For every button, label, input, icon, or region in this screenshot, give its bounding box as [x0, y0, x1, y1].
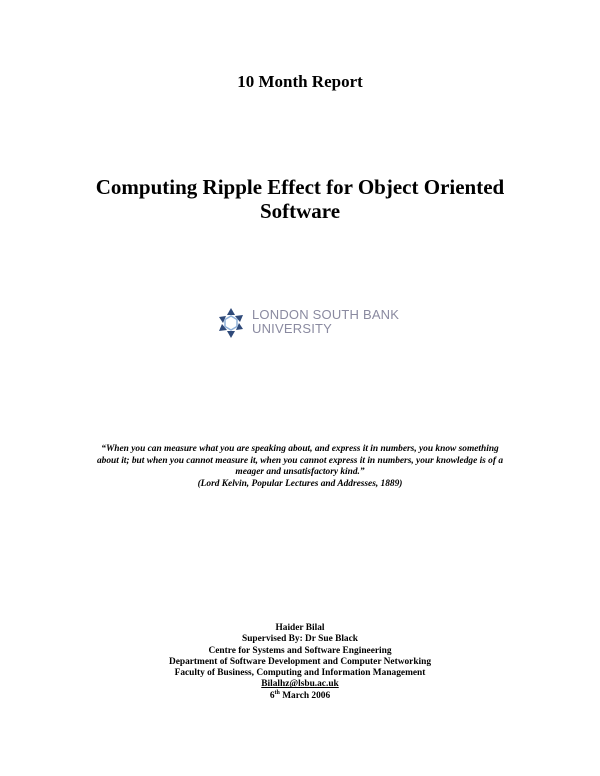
logo-line-1: LONDON SOUTH BANK — [252, 307, 400, 322]
date-day: 6 — [269, 690, 275, 701]
university-emblem-icon — [214, 306, 248, 340]
title-line-1: Computing Ripple Effect for Object Oriented — [95, 175, 505, 199]
quote-text: “When you can measure what you are speaking about, and express it in numbers, you know something about it; but when you cannot measure it, when you cannot express it in numbers, your knowledge is of a meager and unsatisfactory kind.” — [96, 444, 504, 477]
supervisor: Supervised By: Dr Sue Black — [242, 634, 358, 645]
author-block — [0, 623, 600, 702]
faculty: Faculty of Business, Computing and Information Management — [174, 668, 426, 679]
quote-citation: (Lord Kelvin, Popular Lectures and Addresses, 1889) — [197, 478, 403, 489]
university-logo-text — [252, 308, 399, 336]
document-title — [70, 175, 530, 223]
date-rest: March 2006 — [279, 690, 331, 701]
department: Department of Software Development and Computer Networking — [168, 656, 432, 667]
epigraph-quote — [95, 444, 505, 490]
author-name: Haider Bilal — [275, 623, 325, 633]
title-line-2: Software — [259, 199, 341, 223]
date-suffix: th — [274, 689, 280, 696]
university-logo — [214, 304, 400, 344]
centre: Centre for Systems and Software Engineering — [208, 645, 392, 656]
email-link[interactable]: Bilalhz@lsbu.ac.uk — [261, 679, 339, 690]
report-type: 10 Month Report — [237, 72, 363, 91]
logo-line-2: UNIVERSITY — [252, 321, 333, 336]
report-date — [0, 691, 600, 702]
